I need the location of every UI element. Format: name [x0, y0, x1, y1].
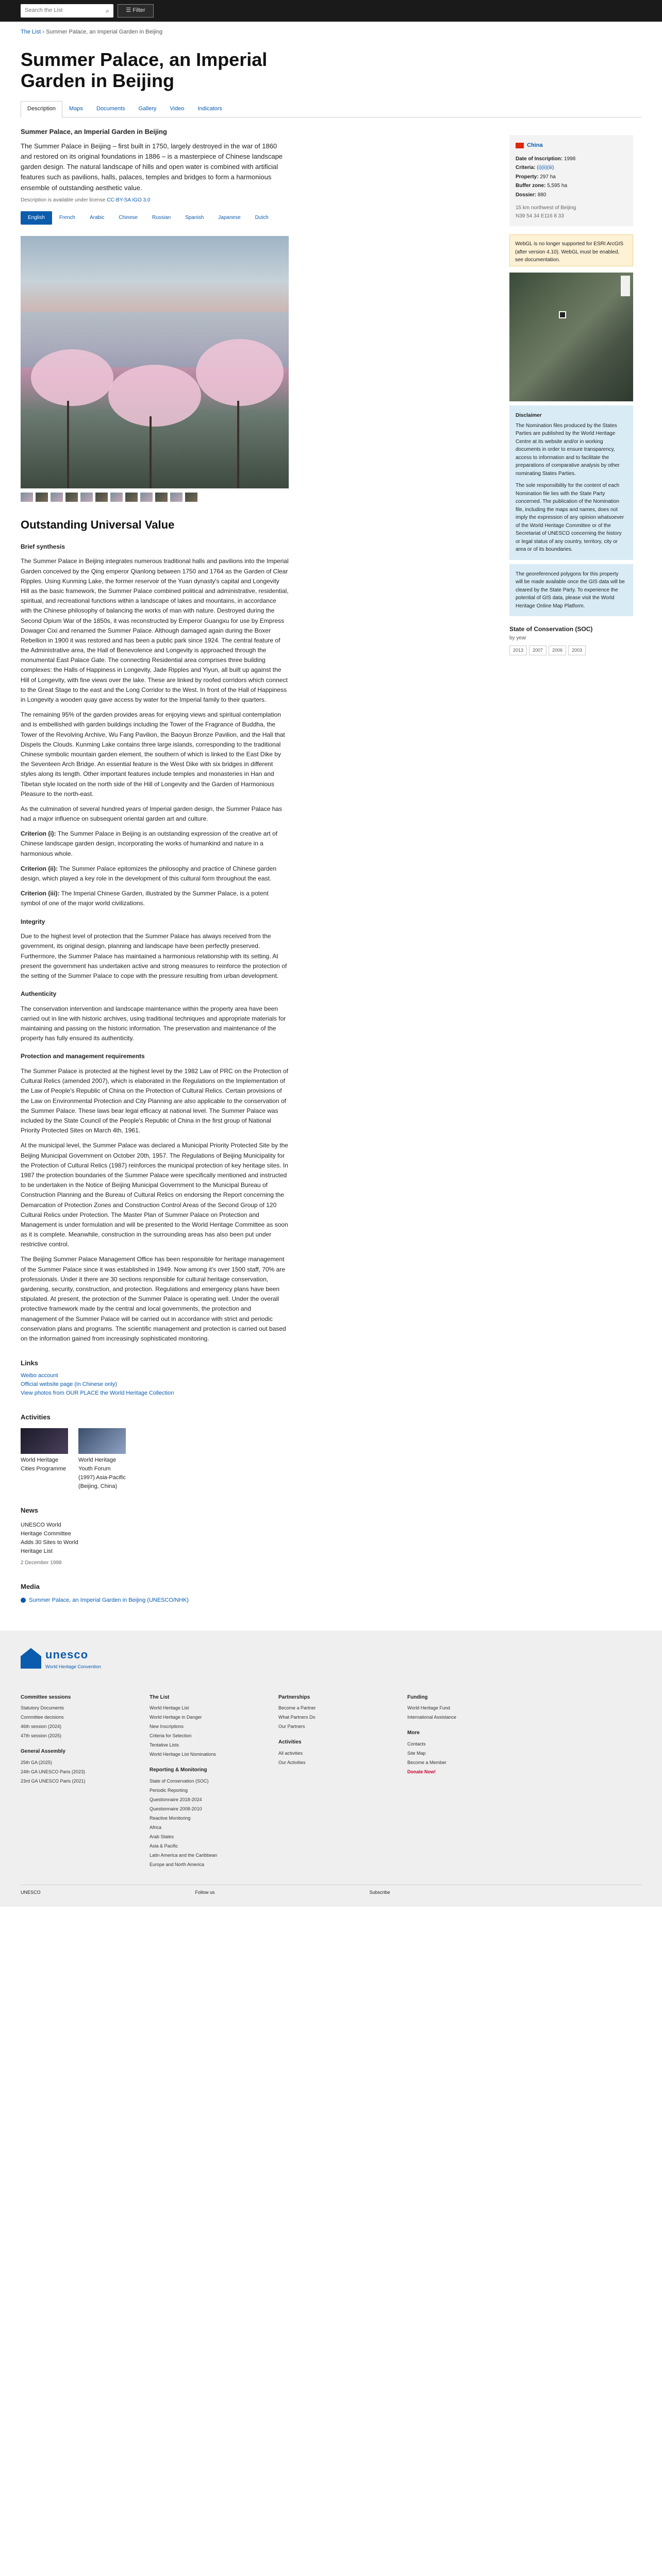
footer-link[interactable]: 23rd GA UNESCO Paris (2021) — [21, 1778, 86, 1784]
criterion-i — [21, 829, 289, 859]
footer-link[interactable]: What Partners Do — [278, 1715, 316, 1720]
logo-subtext: World Heritage Convention — [45, 1664, 101, 1669]
footer-bottom — [21, 1885, 641, 1896]
gallery-thumbnail[interactable] — [155, 493, 168, 502]
fact-key: Criteria: — [516, 165, 536, 171]
licence-note — [21, 196, 289, 205]
fact-value: 1998 — [564, 156, 576, 162]
protection-text: At the municipal level, the Summer Palace was declared a Municipal Priority Protected Site by the Beijing Municipal Government on October 20th, 1957. The Regulations of Beijing Municipality for the Protection of Cultural Relics (1987) reinforces the municipal protection of key heritage sites. In 1987 the protection boundaries of the Summer Palace were specifically mentioned and instructed to be undertaken in the Notice of Beijing Municipal Government to the Municipal Bureau of Construction Planning and the Bureau of Cultural Relics on endorsing the Report concerning the Demarcation of Protection Zones and Construction Control Areas of the Second Group of 120 Cultural Relics under Protection. The Master Plan of Summer Palace on Protection and Management is under formulation and will be presented to the World Heritage Committee as soon as it is complete. Meanwhile, construction in the surrounding areas has also been put under restrictive control. — [21, 1142, 288, 1248]
ouv-paragraph: The Summer Palace in Beijing integrates numerous traditional halls and pavilions into the Imperial Garden conceived by the Qing emperor Qianlong between 1750 and 1764 as the Garden of Clear Ripples. Using Kunming Lake, the former reservoir of the Yuan dynasty's capital and Longevity Hill as the basic framework, the Summer Palace combined political and administrative, residential, spiritual, and recreational functions within a landscape of lakes and mountains, in accordance with the Chinese philosophy of balancing the works of man with nature. Destroyed during the Second Opium War of the 1850s, it was reconstructed by Emperor Guangxu for use by Empress Dowager Cixi and renamed the Summer Palace. Although damaged again during the Boxer Rebellion in 1900 it was restored and has been a public park since 1924. The central feature of the Administrative area, the Hall of Benevolence and Longevity is approached through the monumental East Palace Gate. The connecting Residential area comprises three building complexes: the Halls of Happiness in Longevity, Jade Ripples and Yiyun, all built up against the Hill of Longevity, with fine views over the lake. These are linked by roofed corridors which connect to the Great Stage to the east and the Long Corridor to the West. In front of the Hall of Happiness in Longevity a wooden quay gave access by water for the Imperial family to their quarters. — [21, 557, 289, 704]
logo-text: unesco — [45, 1648, 89, 1661]
china-flag-icon — [516, 143, 524, 148]
hero-blossom — [108, 365, 201, 427]
lead-description: The Summer Palace in Beijing – first built in 1750, largely destroyed in the war of 1860 and restored on its original foundations in 1886 – is a masterpiece of Chinese landscape garden design. The natural landscape of hills and open water is combined with artificial features such as pavilions, halls, palaces, temples and bridges to form a harmonious ensemble of outstanding aesthetic value. — [21, 142, 283, 192]
footer-link[interactable]: 24th GA UNESCO Paris (2023) — [21, 1769, 86, 1774]
hero-blossom — [31, 349, 113, 406]
links-heading: Links — [21, 1359, 38, 1367]
hero-image[interactable] — [21, 236, 289, 488]
media-item[interactable] — [21, 1596, 289, 1605]
tab-description[interactable]: Description — [21, 101, 62, 117]
activity-card[interactable] — [21, 1428, 68, 1491]
content-layout — [0, 123, 662, 1605]
footer-link[interactable]: Contacts — [407, 1741, 426, 1747]
gis-note: The georeferenced polygons for this property will be made available once the GIS data will be cleared by the State Party. To experience the potential of GIS data, please visit the World Heritage Online Map Platform. — [509, 564, 633, 617]
unesco-logo[interactable] — [21, 1646, 641, 1671]
footer-col-heading: Reporting & Monitoring — [150, 1767, 207, 1773]
footer-link[interactable]: Reactive Monitoring — [150, 1815, 191, 1821]
footer-link[interactable]: New Inscriptions — [150, 1724, 184, 1730]
footer-col — [407, 1686, 510, 1869]
footer-link[interactable]: Europe and North America — [150, 1861, 205, 1867]
breadcrumb — [0, 22, 662, 37]
authenticity-heading: Authenticity — [21, 990, 57, 998]
footer-subscribe[interactable]: Subscribe — [369, 1889, 390, 1895]
hero-tree — [150, 416, 152, 488]
activity-title: World Heritage Youth Forum (1997) Asia-Pacific (Beijing, China) — [78, 1456, 126, 1489]
news-section — [21, 1505, 289, 1567]
gallery-thumbnail[interactable] — [125, 493, 138, 502]
criterion-label: Criterion (ii): — [21, 865, 58, 872]
hero-tree — [237, 401, 239, 488]
criterion-iii — [21, 889, 289, 908]
footer-link[interactable]: Questionnaire 2008-2010 — [150, 1806, 202, 1811]
breadcrumb-current: Summer Palace, an Imperial Garden in Beijing — [45, 29, 163, 35]
ouv-paragraph: As the culmination of several hundred years of Imperial garden design, the Summer Palace has had a major influence on subsequent oriental garden art and culture. — [21, 805, 282, 823]
top-bar — [0, 0, 662, 22]
footer-link[interactable]: Africa — [150, 1824, 162, 1830]
gallery-thumbnail[interactable] — [140, 493, 153, 502]
disclaimer-text: The sole responsibility for the content of each Nomination file lies with the State Party concerned. The publication of the Nomination file, including the maps and names, does not imply the expression of any opinion whatsoever of the World Heritage Committee or of the Secretariat of UNESCO concerning the history or legal status of any country, territory, city or area or of its boundaries. — [516, 483, 624, 553]
hero-tree — [67, 401, 69, 488]
fact-row — [516, 173, 627, 181]
link-official-site[interactable]: Official website page (in Chinese only) — [21, 1381, 117, 1388]
fact-row — [516, 191, 627, 199]
gallery-thumbnail[interactable] — [170, 493, 183, 502]
hero-blossom — [196, 339, 284, 406]
soc-year-button[interactable]: 2007 — [529, 646, 547, 656]
fact-value[interactable]: (i)(ii)(iii) — [537, 165, 554, 171]
lead-title: Summer Palace, an Imperial Garden in Beijing — [21, 127, 167, 135]
footer-col-heading: The List — [150, 1694, 170, 1700]
footer-link[interactable]: World Heritage List Nominations — [150, 1752, 216, 1757]
footer-link[interactable]: State of Conservation (SOC) — [150, 1778, 209, 1784]
footer-link[interactable]: Become a Member — [407, 1759, 447, 1765]
fact-key: Property: — [516, 174, 539, 180]
soc-year-button[interactable]: 2013 — [509, 646, 527, 656]
media-heading: Media — [21, 1582, 40, 1590]
footer-link[interactable]: World Heritage List — [150, 1705, 189, 1711]
tab-indicators[interactable]: Indicators — [197, 105, 223, 112]
footer-link[interactable]: 25th GA (2025) — [21, 1759, 53, 1765]
footer-col — [278, 1686, 382, 1869]
links-section — [21, 1358, 289, 1398]
gallery-thumbnail[interactable] — [51, 493, 63, 502]
filter-button[interactable]: ☰ Filter — [118, 4, 154, 18]
soc-heading: State of Conservation (SOC) — [509, 625, 593, 633]
footer-link[interactable]: Latin America and the Caribbean — [150, 1852, 218, 1858]
coordinates — [516, 204, 627, 220]
media-title: Summer Palace, an Imperial Garden in Beijing (UNESCO/NHK) — [29, 1597, 189, 1603]
gallery-thumbnail[interactable] — [65, 493, 78, 502]
criterion-text: The Summer Palace in Beijing is an outstanding expression of the creative art of Chinese landscape garden design, incorporating the works of humankind and nature in a harmonious whole. — [21, 830, 278, 857]
fact-key: Date of Inscription: — [516, 156, 563, 162]
footer-link[interactable]: Committee decisions — [21, 1715, 64, 1720]
gallery-thumbnail[interactable] — [95, 493, 108, 502]
gallery-thumbnail[interactable] — [80, 493, 93, 502]
lang-chinese[interactable]: Chinese — [119, 215, 138, 221]
lang-english[interactable]: English — [21, 211, 52, 225]
webgl-alert: WebGL is no longer supported for ESRI ArcGIS (after version 4.10). WebGL must be enabled, see documentation. — [509, 234, 633, 266]
activity-title: World Heritage Cities Programme — [21, 1456, 67, 1472]
fact-row — [516, 155, 627, 163]
main-column — [21, 123, 289, 1605]
search-icon[interactable]: ⌕ — [106, 7, 109, 14]
gallery-thumbnail[interactable] — [21, 493, 33, 502]
footer-link[interactable]: Site Map — [407, 1750, 426, 1756]
footer-columns — [21, 1686, 641, 1869]
play-icon — [21, 1598, 26, 1603]
news-item[interactable] — [21, 1521, 82, 1567]
lang-french[interactable]: French — [59, 215, 75, 221]
footer-link[interactable]: Criteria for Selection — [150, 1733, 192, 1739]
link-our-place[interactable]: View photos from OUR PLACE the World Heritage Collection — [21, 1390, 174, 1397]
footer-col-heading: General Assembly — [21, 1749, 65, 1755]
location-text: 15 km northwest of Beijing — [516, 205, 576, 211]
country-name: China — [527, 142, 543, 148]
activities-section — [21, 1412, 289, 1490]
activities-heading: Activities — [21, 1413, 51, 1421]
breadcrumb-list[interactable]: The List — [21, 29, 41, 35]
breadcrumb-separator: › — [42, 29, 46, 35]
property-map[interactable] — [509, 273, 633, 401]
protection-heading: Protection and management requirements — [21, 1053, 145, 1060]
gallery-thumbnail[interactable] — [185, 493, 197, 502]
coordinates-text: N39 54 34 E116 8 33 — [516, 213, 564, 219]
tab-documents[interactable]: Documents — [96, 105, 125, 112]
integrity-heading: Integrity — [21, 918, 45, 925]
media-section — [21, 1582, 289, 1605]
link-weibo[interactable]: Weibo account — [21, 1372, 58, 1379]
fact-value: 5,595 ha — [547, 183, 568, 189]
map-zoom-controls[interactable] — [621, 276, 630, 296]
criterion-ii — [21, 864, 289, 884]
integrity-text: Due to the highest level of protection that the Summer Palace has always received from the government, its original design, planning and landscape have been perfectly preserved. Furthermore, the Summer Palace has maintained a harmonious relationship with its setting. At present the government has undertaken active and strong measures to reinforce the protection of the setting of the Summer Palace to cope with the pressure resulting from urban development. — [21, 933, 287, 979]
criterion-text: The Summer Palace epitomizes the philosophy and practice of Chinese garden design, which played a key role in the development of this cultural form throughout the east. — [21, 865, 277, 883]
authenticity-text: The conservation intervention and landscape maintenance within the property area have been carried out in line with historic archives, using traditional techniques and appropriate materials for maintaining and passing on the historic information. The preservation and maintenance of the property has fully ensured its authenticity. — [21, 1005, 286, 1042]
fact-key: Dossier: — [516, 192, 537, 198]
disclaimer-heading: Disclaimer — [516, 413, 542, 419]
search-placeholder: Search the List — [25, 7, 63, 14]
footer-col — [21, 1686, 124, 1869]
footer-link[interactable]: Arab States — [150, 1834, 174, 1839]
lang-japanese[interactable]: Japanese — [218, 215, 241, 221]
footer-col-heading: Activities — [278, 1739, 302, 1745]
facts-list — [516, 155, 627, 199]
soc-years — [509, 646, 633, 656]
footer-follow[interactable]: Follow us — [195, 1889, 215, 1895]
protection-text: The Summer Palace is protected at the highest level by the 1982 Law of PRC on the Protection of Cultural Relics (amended 2007), which is elaborated in the Regulations on the Implementation of the Law of People's Republic of China on the Protection of Cultural Relics. Certain provisions of the Law on Environmental Protection and City Planning are also applicable to the conservation of the Summer Palace. These laws bear legal efficacy at national level. The Summer Palace was included by the State Council of the People's Republic of China in the first group of National Priority Protected Sites on March 4th, 1961. — [21, 1067, 288, 1134]
soc-year-button[interactable]: 2006 — [549, 646, 566, 656]
disclaimer-box — [509, 405, 633, 560]
donate-link[interactable]: Donate Now! — [407, 1769, 436, 1774]
footer-link[interactable]: Statutory Documents — [21, 1705, 64, 1711]
site-footer — [0, 1631, 662, 1907]
tab-bar — [21, 101, 641, 117]
footer-link[interactable]: All activities — [278, 1750, 303, 1756]
footer-link[interactable]: Our Partners — [278, 1724, 305, 1730]
footer-link[interactable]: World Heritage in Danger — [150, 1715, 202, 1720]
activity-image — [78, 1428, 126, 1454]
fact-value: 297 ha — [540, 174, 556, 180]
lang-dutch[interactable]: Dutch — [255, 215, 269, 221]
language-selector — [21, 211, 289, 225]
footer-col-heading: Committee sessions — [21, 1694, 71, 1700]
footer-link[interactable]: Asia & Pacific — [150, 1843, 178, 1849]
fact-key: Buffer zone: — [516, 183, 546, 189]
footer-link[interactable]: Tentative Lists — [150, 1742, 179, 1748]
footer-brand: UNESCO — [21, 1889, 41, 1895]
footer-link[interactable]: Questionnaire 2018-2024 — [150, 1797, 202, 1802]
footer-col-heading: Funding — [407, 1694, 428, 1700]
gallery-thumbnail[interactable] — [110, 493, 123, 502]
criterion-label: Criterion (i): — [21, 830, 56, 838]
lang-arabic[interactable]: Arabic — [89, 215, 105, 221]
page-title: Summer Palace, an Imperial Garden in Beijing — [21, 49, 268, 92]
sidebar — [509, 123, 633, 1605]
activity-image — [21, 1428, 68, 1454]
activity-card[interactable] — [78, 1428, 126, 1491]
fact-row — [516, 164, 627, 172]
fact-value: 880 — [537, 192, 547, 198]
licence-link[interactable]: CC-BY-SA IGO 3.0 — [107, 197, 151, 203]
disclaimer-text: The Nomination files produced by the States Parties are published by the World Heritage Centre at its website and/or in working documents in order to ensure transparency, access to information and to facilitate the preparations of comparative analysis by other nominating States Parties. — [516, 422, 620, 477]
footer-link[interactable]: International Assistance — [407, 1715, 457, 1720]
news-title: UNESCO World Heritage Committee Adds 30 Sites to World Heritage List — [21, 1521, 78, 1555]
search-input[interactable] — [21, 4, 113, 18]
tab-maps[interactable]: Maps — [69, 105, 83, 112]
country-link[interactable] — [516, 141, 627, 150]
footer-col-heading: More — [407, 1730, 420, 1736]
lang-spanish[interactable]: Spanish — [185, 215, 204, 221]
soc-section — [509, 624, 633, 655]
criterion-text: The Imperial Chinese Garden, illustrated by the Summer Palace, is a potent symbol of one of the major world civilizations. — [21, 890, 269, 907]
ouv-paragraph: The remaining 95% of the garden provides areas for enjoying views and spiritual contemplation and is embellished with garden buildings including the Tower of the Fragrance of Buddha, the Tower of the Revolving Archive, Wu Fang Pavilion, the Baoyun Bronze Pavilion, and the Hall that Dispels the Clouds. Kunming Lake contains three large islands, corresponding to the traditional Chinese symbolic mountain garden element, the southern of which is linked to the East Dike by the Seventeen Arch Bridge. An essential feature is the West Dike with six bridges in different styles along its length. Other important features include temples and monasteries in Han and Tibetan style located on the north side of the Hill of Longevity and the Garden of Harmonious Pleasure to the north-east. — [21, 711, 285, 798]
fact-row — [516, 182, 627, 190]
footer-link[interactable]: Become a Partner — [278, 1705, 316, 1711]
footer-link[interactable]: Our Activities — [278, 1759, 306, 1765]
protection-text: The Beijing Summer Palace Management Office has been responsible for heritage management of the Summer Palace since it was established in 1949. Now among it's over 1500 staff, 70% are professionals. Under it there are 30 sections responsible for cultural heritage conservation, gardening, security, construction, and protection. Regulations and emergency plans have been stipulated. At present, the protection of the Summer Palace is operating well. Under the overall protective framework made by the central and local governments, the protection and management of the Summer Palace will be carried out in accordance with strict and periodic conservation plans and programs. The scientific management and protection is carried out based on the information gained from increasingly sophisticated monitoring. — [21, 1256, 286, 1342]
criterion-label: Criterion (iii): — [21, 890, 60, 897]
map-marker-icon[interactable] — [559, 311, 566, 318]
tab-gallery[interactable]: Gallery — [138, 105, 157, 112]
soc-subheading: by year — [509, 635, 526, 641]
gallery-thumbnail[interactable] — [36, 493, 48, 502]
news-heading: News — [21, 1506, 38, 1514]
licence-text: Description is available under license — [21, 197, 106, 203]
footer-link[interactable]: World Heritage Fund — [407, 1705, 450, 1711]
property-facts — [509, 135, 633, 227]
lang-russian[interactable]: Russian — [152, 215, 171, 221]
unesco-temple-icon — [21, 1648, 41, 1669]
news-date: 2 December 1998 — [21, 1560, 62, 1566]
footer-col-heading: Partnerships — [278, 1694, 310, 1700]
footer-col — [150, 1686, 253, 1869]
footer-link[interactable]: 46th session (2024) — [21, 1724, 62, 1730]
gallery-thumbnails — [21, 493, 289, 502]
footer-link[interactable]: 47th session (2025) — [21, 1733, 62, 1739]
footer-link[interactable]: Periodic Reporting — [150, 1787, 188, 1793]
tab-video[interactable]: Video — [170, 105, 185, 112]
soc-year-button[interactable]: 2003 — [568, 646, 586, 656]
brief-synthesis-heading: Brief synthesis — [21, 543, 65, 550]
ouv-heading: Outstanding Universal Value — [21, 518, 175, 531]
